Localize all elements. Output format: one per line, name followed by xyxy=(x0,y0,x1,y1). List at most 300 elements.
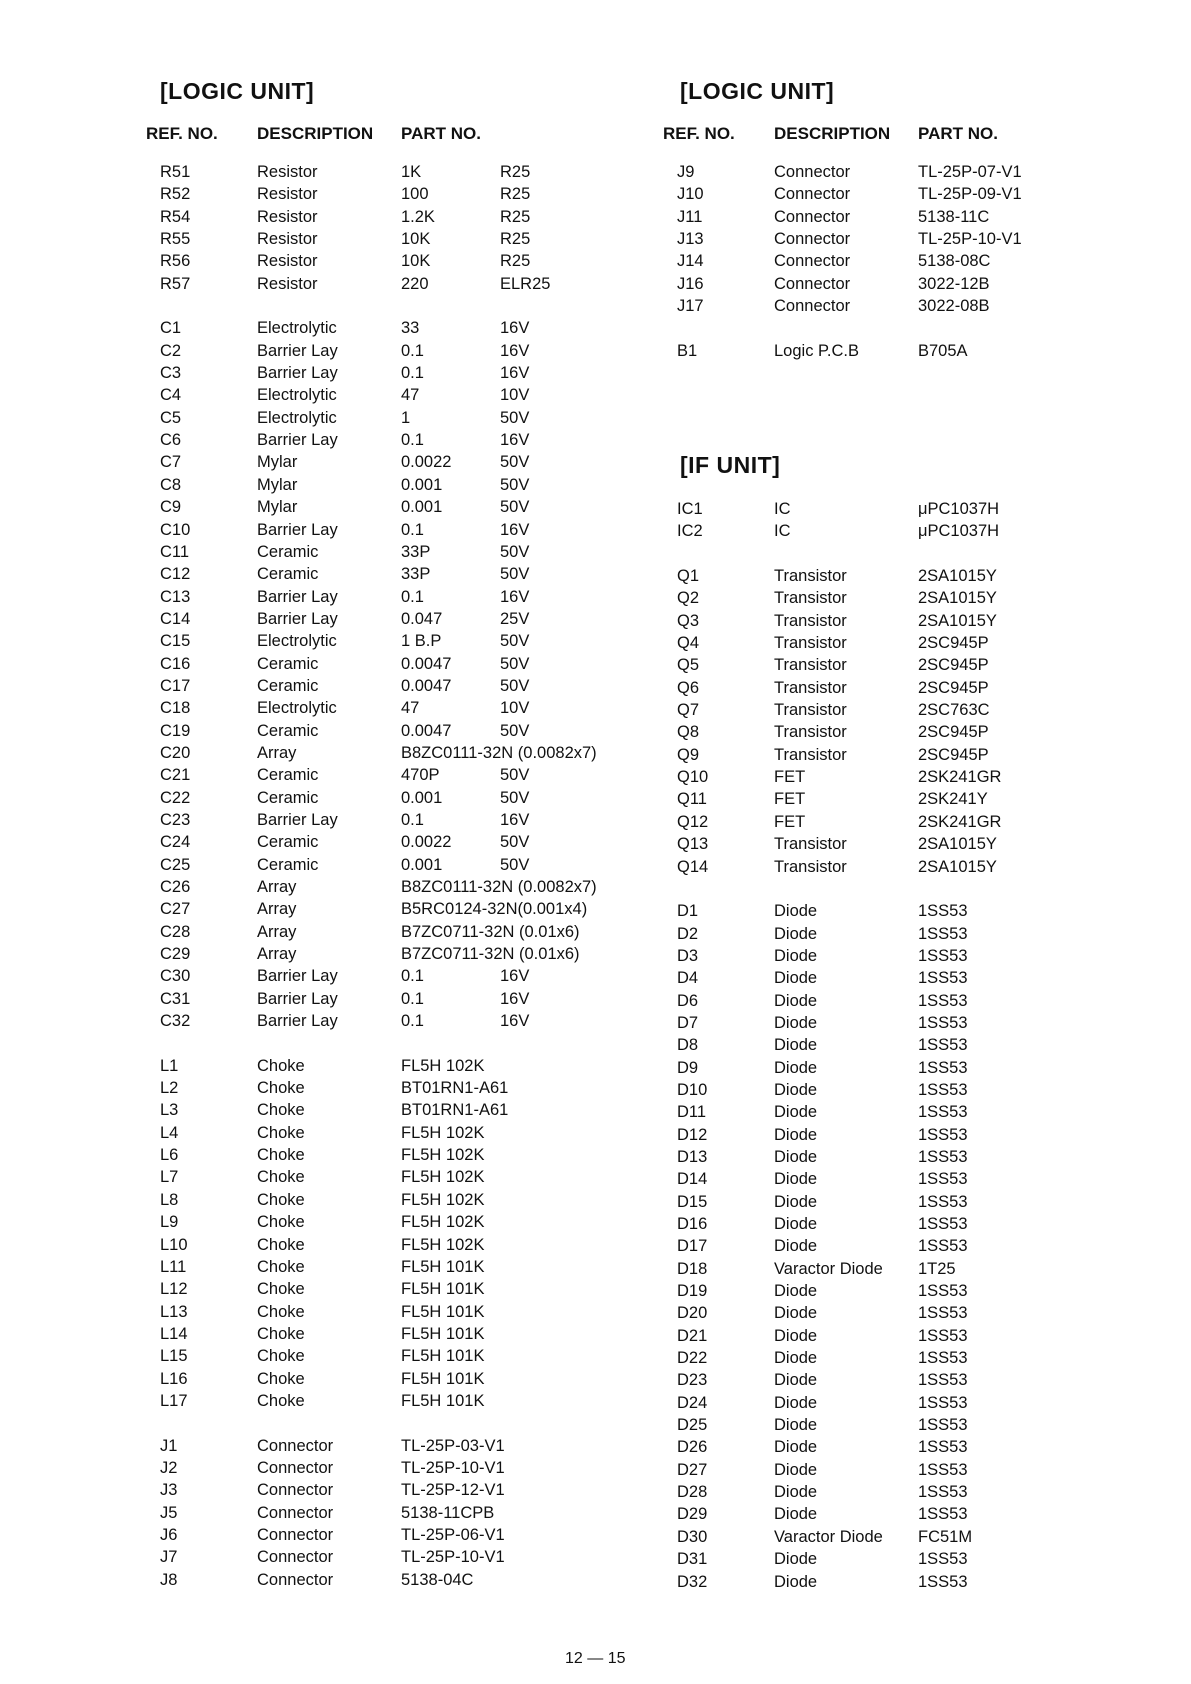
rating: R25 xyxy=(500,230,531,249)
part-row xyxy=(0,565,1191,587)
part-row xyxy=(0,273,1191,295)
ref-no: D4 xyxy=(677,969,699,988)
part-no: 0.1 xyxy=(401,364,424,383)
ref-no: R56 xyxy=(160,252,191,271)
ref-no: L17 xyxy=(160,1391,188,1410)
part-no: 5138-11C xyxy=(918,207,990,226)
description: Barrier Lay xyxy=(257,364,338,383)
part-row xyxy=(0,407,620,429)
part-row xyxy=(0,1146,1191,1168)
rating: 10V xyxy=(500,699,530,718)
ref-no: J3 xyxy=(160,1481,178,1500)
part-no: BT01RN1-A61 xyxy=(401,1079,509,1098)
part-no: 0.1 xyxy=(401,967,424,986)
ref-no: D20 xyxy=(677,1304,708,1323)
rating: 50V xyxy=(500,498,530,517)
description: Barrier Lay xyxy=(257,431,338,450)
part-row xyxy=(0,945,1191,967)
part-row xyxy=(0,654,1191,676)
ref-no: Q2 xyxy=(677,589,700,608)
logic-unit-title-left: [LOGIC UNIT] xyxy=(160,78,315,104)
description: Choke xyxy=(257,1123,305,1142)
part-no: 2SC763C xyxy=(918,701,990,720)
parts-list-if-unit xyxy=(0,498,1191,1593)
ref-no: IC1 xyxy=(677,500,703,518)
description: Ceramic xyxy=(257,721,319,740)
part-row xyxy=(0,788,1191,810)
part-row xyxy=(0,900,1191,922)
part-row xyxy=(0,474,620,496)
part-no: 2SK241GR xyxy=(918,812,1002,831)
part-no: 47 xyxy=(401,386,420,405)
ref-no: D8 xyxy=(677,1036,699,1055)
ref-no: Q6 xyxy=(677,678,700,697)
part-no: 220 xyxy=(401,274,429,293)
ref-no: D22 xyxy=(677,1349,708,1368)
part-no: 1SS53 xyxy=(918,1125,968,1144)
part-row xyxy=(0,1459,1191,1481)
part-no: 0.047 xyxy=(401,609,443,628)
part-row xyxy=(0,1369,1191,1391)
part-no: 1SS53 xyxy=(918,1371,968,1390)
description: Diode xyxy=(774,946,818,965)
description: Diode xyxy=(774,1036,818,1055)
description: Diode xyxy=(774,1304,818,1323)
ref-no: L6 xyxy=(160,1146,179,1165)
description: Diode xyxy=(774,1349,818,1368)
description: Diode xyxy=(774,1147,818,1166)
part-no: 1SS53 xyxy=(918,1393,968,1412)
part-row xyxy=(0,1034,1191,1056)
part-no: 1SS53 xyxy=(918,1080,968,1099)
description: Barrier Lay xyxy=(257,587,338,606)
part-row xyxy=(0,677,1191,699)
description: Connector xyxy=(774,274,851,293)
part-no: B8ZC0111-32N (0.0082x7) xyxy=(401,743,597,762)
part-no: B5RC0124-32N(0.001x4) xyxy=(401,900,588,919)
description: Diode xyxy=(774,1438,818,1457)
description: Connector xyxy=(257,1436,334,1455)
description: Logic P.C.B xyxy=(774,341,859,360)
ref-no: C16 xyxy=(160,654,191,673)
part-row xyxy=(0,811,1191,833)
description: IC xyxy=(774,522,791,541)
if-unit-title: [IF UNIT] xyxy=(680,452,781,478)
description: Resistor xyxy=(257,185,318,204)
part-no: 0.1 xyxy=(401,989,424,1008)
header-description-left: DESCRIPTION xyxy=(257,124,374,143)
description: Transistor xyxy=(774,611,847,630)
part-no: 1SS53 xyxy=(918,1282,968,1301)
description: Diode xyxy=(774,1125,818,1144)
description: Transistor xyxy=(774,723,847,742)
ref-no: J17 xyxy=(677,297,704,316)
description: Choke xyxy=(257,1213,305,1232)
part-row xyxy=(0,1101,1191,1123)
part-no: 1SS53 xyxy=(918,946,968,965)
part-no: FC51M xyxy=(918,1527,973,1546)
part-no: TL-25P-09-V1 xyxy=(918,185,1022,204)
ref-no: D26 xyxy=(677,1438,708,1457)
ref-no: J14 xyxy=(677,252,704,271)
ref-no: Q8 xyxy=(677,723,700,742)
description: Ceramic xyxy=(257,833,319,852)
part-no: 5138-04C xyxy=(401,1570,474,1589)
ref-no: J2 xyxy=(160,1458,178,1477)
description: Diode xyxy=(774,1282,818,1301)
part-row xyxy=(0,384,620,406)
rating: R25 xyxy=(500,252,531,271)
ref-no: D9 xyxy=(677,1058,699,1077)
part-no: BT01RN1-A61 xyxy=(401,1101,509,1120)
rating: 25V xyxy=(500,609,530,628)
description: Choke xyxy=(257,1391,305,1410)
part-row xyxy=(0,587,1191,609)
ref-no: Q14 xyxy=(677,857,709,876)
ref-no: L10 xyxy=(160,1235,188,1254)
rating: 50V xyxy=(500,766,530,785)
ref-no: L2 xyxy=(160,1079,179,1098)
ref-no: L16 xyxy=(160,1369,188,1388)
part-no: 3022-12B xyxy=(918,274,990,293)
rating: 16V xyxy=(500,587,530,606)
part-no: 2SK241Y xyxy=(918,790,988,809)
part-no: 2SA1015Y xyxy=(918,611,997,630)
part-no: 10K xyxy=(401,252,431,271)
rating: 50V xyxy=(500,632,530,651)
ref-no: C2 xyxy=(160,341,182,360)
ref-no: C14 xyxy=(160,609,191,628)
description: Connector xyxy=(257,1481,334,1500)
part-no: 0.0047 xyxy=(401,654,452,673)
part-no: FL5H 101K xyxy=(401,1324,485,1343)
part-no: 2SC945P xyxy=(918,678,989,697)
description: Varactor Diode xyxy=(774,1527,883,1546)
description: Transistor xyxy=(774,678,847,697)
description: FET xyxy=(774,768,806,787)
part-no: FL5H 101K xyxy=(401,1302,485,1321)
rating: R25 xyxy=(500,163,531,181)
rating: 16V xyxy=(500,341,530,360)
part-row xyxy=(0,1392,1191,1414)
ref-no: D1 xyxy=(677,902,699,921)
header-part-no-right: PART NO. xyxy=(918,124,998,143)
description: Transistor xyxy=(774,745,847,764)
part-no: FL5H 101K xyxy=(401,1391,485,1410)
part-no: 1SS53 xyxy=(918,1215,968,1233)
description: Electrolytic xyxy=(257,319,337,338)
ref-no: C21 xyxy=(160,766,191,785)
description: Diode xyxy=(774,1058,818,1077)
ref-no: D32 xyxy=(677,1572,708,1591)
part-no: 2SC945P xyxy=(918,723,989,742)
part-no: FL5H 102K xyxy=(401,1235,485,1254)
part-no: 0.0022 xyxy=(401,833,452,852)
rating: 50V xyxy=(500,788,530,807)
description: Choke xyxy=(257,1369,305,1388)
description: Transistor xyxy=(774,589,847,608)
part-row xyxy=(0,766,1191,788)
ref-no: C3 xyxy=(160,364,182,383)
part-no: 33P xyxy=(401,565,431,584)
description: Connector xyxy=(257,1458,334,1477)
part-no: 1SS53 xyxy=(918,1192,968,1211)
ref-no: D24 xyxy=(677,1393,708,1412)
description: Barrier Lay xyxy=(257,609,338,628)
part-no: 1SS53 xyxy=(918,924,968,943)
ref-no: C19 xyxy=(160,721,191,740)
part-no: 33P xyxy=(401,542,431,561)
ref-no: R57 xyxy=(160,274,191,293)
description: Choke xyxy=(257,1101,305,1120)
part-row xyxy=(0,1503,1191,1525)
part-no: 0.001 xyxy=(401,788,443,807)
part-no: 1SS53 xyxy=(918,1550,968,1569)
part-row xyxy=(0,1302,1191,1324)
ref-no: C6 xyxy=(160,431,182,450)
part-no: B8ZC0111-32N (0.0082x7) xyxy=(401,878,597,896)
description: Varactor Diode xyxy=(774,1259,883,1278)
ref-no: D30 xyxy=(677,1527,708,1546)
description: Choke xyxy=(257,1079,305,1098)
ref-no: R54 xyxy=(160,207,191,226)
rating: 50V xyxy=(500,676,530,695)
part-no: 1 xyxy=(401,408,411,427)
ref-no: IC2 xyxy=(677,522,703,541)
description: Array xyxy=(257,945,297,964)
part-no: FL5H 102K xyxy=(401,1190,485,1209)
part-no: 0.001 xyxy=(401,498,443,517)
part-no: FL5H 102K xyxy=(401,1213,485,1232)
description: Diode xyxy=(774,1483,818,1502)
part-no: 2SC945P xyxy=(918,656,989,675)
ref-no: D6 xyxy=(677,991,699,1010)
part-row xyxy=(0,1191,1191,1213)
description: Diode xyxy=(774,1215,818,1233)
description: Connector xyxy=(774,207,851,226)
section-gap xyxy=(0,317,1191,339)
description: Ceramic xyxy=(257,855,319,874)
part-no: 0.0022 xyxy=(401,453,452,472)
description: Transistor xyxy=(774,656,847,675)
ref-no: J1 xyxy=(160,1436,178,1455)
rating: R25 xyxy=(500,207,531,226)
ref-no: D7 xyxy=(677,1013,699,1032)
description: Connector xyxy=(774,252,851,271)
description: Choke xyxy=(257,1168,305,1187)
ref-no: B1 xyxy=(677,341,698,360)
ref-no: L9 xyxy=(160,1213,179,1232)
part-row xyxy=(0,1258,1191,1280)
ref-no: L7 xyxy=(160,1168,179,1187)
ref-no: L11 xyxy=(160,1257,187,1276)
ref-no: D10 xyxy=(677,1080,708,1099)
description: Diode xyxy=(774,1371,818,1390)
description: Diode xyxy=(774,1192,818,1211)
part-no: 1SS53 xyxy=(918,991,968,1010)
part-row xyxy=(0,1526,1191,1548)
ref-no: C30 xyxy=(160,967,191,986)
ref-no: C18 xyxy=(160,699,191,718)
description: Choke xyxy=(257,1190,305,1209)
part-no: 0.001 xyxy=(401,855,443,874)
ref-no: L15 xyxy=(160,1347,188,1366)
ref-no: R51 xyxy=(160,163,191,181)
part-row xyxy=(0,1280,1191,1302)
part-no: TL-25P-10-V1 xyxy=(918,230,1022,249)
part-row xyxy=(0,923,1191,945)
ref-no: J13 xyxy=(677,230,704,249)
part-no: 2SA1015Y xyxy=(918,835,997,854)
description: Choke xyxy=(257,1146,305,1165)
description: Choke xyxy=(257,1347,305,1366)
part-row xyxy=(0,451,620,473)
description: Choke xyxy=(257,1302,305,1321)
ref-no: Q3 xyxy=(677,611,700,630)
rating: 50V xyxy=(500,654,530,673)
rating: 50V xyxy=(500,565,530,584)
part-row xyxy=(0,1347,1191,1369)
ref-no: J10 xyxy=(677,185,704,204)
logic-unit-title-right: [LOGIC UNIT] xyxy=(680,78,835,104)
part-no: 0.1 xyxy=(401,810,424,829)
description: Resistor xyxy=(257,163,318,181)
description: Ceramic xyxy=(257,565,319,584)
ref-no: D23 xyxy=(677,1371,708,1390)
part-row xyxy=(0,1079,1191,1101)
part-row xyxy=(0,498,1191,520)
description: Array xyxy=(257,878,297,896)
part-no: 1SS53 xyxy=(918,1147,968,1166)
description: Barrier Lay xyxy=(257,341,338,360)
description: Transistor xyxy=(774,567,847,586)
part-row xyxy=(0,610,1191,632)
part-row xyxy=(0,967,1191,989)
description: Connector xyxy=(257,1570,334,1589)
description: Choke xyxy=(257,1324,305,1343)
header-ref-no-left: REF. NO. xyxy=(146,124,218,143)
ref-no: C11 xyxy=(160,542,190,561)
description: Diode xyxy=(774,902,818,921)
ref-no: C13 xyxy=(160,587,191,606)
ref-no: C29 xyxy=(160,945,191,964)
description: Resistor xyxy=(257,252,318,271)
description: Diode xyxy=(774,1170,818,1189)
part-no: TL-25P-10-V1 xyxy=(401,1458,505,1477)
ref-no: Q1 xyxy=(677,567,700,586)
ref-no: D19 xyxy=(677,1282,708,1301)
part-no: 10K xyxy=(401,230,431,249)
description: Barrier Lay xyxy=(257,520,338,539)
part-no: 470P xyxy=(401,766,440,785)
ref-no: J7 xyxy=(160,1548,178,1567)
section-gap xyxy=(0,878,1191,900)
rating: 50V xyxy=(500,833,530,852)
header-description-right: DESCRIPTION xyxy=(774,124,891,143)
part-no: TL-25P-03-V1 xyxy=(401,1436,505,1455)
ref-no: Q11 xyxy=(677,790,707,809)
ref-no: Q12 xyxy=(677,812,709,831)
ref-no: D28 xyxy=(677,1483,708,1502)
ref-no: C10 xyxy=(160,520,191,539)
description: Diode xyxy=(774,1505,818,1524)
part-no: 0.0047 xyxy=(401,721,452,740)
part-no: B7ZC0711-32N (0.01x6) xyxy=(401,922,580,941)
rating: 16V xyxy=(500,967,530,986)
ref-no: D18 xyxy=(677,1259,708,1278)
part-no: FL5H 101K xyxy=(401,1257,485,1276)
ref-no: C20 xyxy=(160,743,191,762)
part-no: FL5H 102K xyxy=(401,1123,485,1142)
part-no: 1SS53 xyxy=(918,1438,968,1457)
ref-no: J9 xyxy=(677,163,695,181)
ref-no: C27 xyxy=(160,900,191,919)
ref-no: D31 xyxy=(677,1550,708,1569)
description: Resistor xyxy=(257,274,318,293)
part-row xyxy=(0,856,1191,878)
rating: 50V xyxy=(500,855,530,874)
description: Choke xyxy=(257,1257,305,1276)
description: Diode xyxy=(774,1416,818,1435)
rating: 16V xyxy=(500,520,530,539)
ref-no: Q9 xyxy=(677,745,700,764)
part-row xyxy=(0,228,1191,250)
ref-no: C24 xyxy=(160,833,191,852)
part-row xyxy=(0,206,1191,228)
description: Ceramic xyxy=(257,654,319,673)
part-row xyxy=(0,721,1191,743)
description: FET xyxy=(774,812,806,831)
part-row xyxy=(0,699,1191,721)
part-no: 0.0047 xyxy=(401,676,452,695)
ref-no: C23 xyxy=(160,810,191,829)
ref-no: D2 xyxy=(677,924,699,943)
ref-no: C5 xyxy=(160,408,182,427)
rating: 50V xyxy=(500,453,530,472)
ref-no: D27 xyxy=(677,1460,708,1479)
part-no: 2SC945P xyxy=(918,634,989,653)
ref-no: D29 xyxy=(677,1505,708,1524)
ref-no: C7 xyxy=(160,453,182,472)
description: Electrolytic xyxy=(257,632,337,651)
description: Mylar xyxy=(257,475,298,494)
description: Transistor xyxy=(774,701,847,720)
part-row xyxy=(0,1057,1191,1079)
part-no: 1SS53 xyxy=(918,1103,968,1122)
part-no: 2SA1015Y xyxy=(918,567,997,586)
part-no: 2SC945P xyxy=(918,745,989,764)
part-row xyxy=(0,1235,1191,1257)
part-row xyxy=(0,340,1191,362)
part-no: FL5H 102K xyxy=(401,1168,485,1187)
description: Transistor xyxy=(774,634,847,653)
part-no: μPC1037H xyxy=(918,500,1000,518)
rating: 16V xyxy=(500,810,530,829)
description: Mylar xyxy=(257,453,298,472)
description: FET xyxy=(774,790,806,809)
ref-no: J16 xyxy=(677,274,704,293)
part-no: 2SA1015Y xyxy=(918,857,997,876)
page-number: 12 — 15 xyxy=(565,1650,626,1667)
rating: 10V xyxy=(500,386,530,405)
ref-no: Q10 xyxy=(677,768,709,787)
part-row xyxy=(0,1012,1191,1034)
part-no: B705A xyxy=(918,341,968,360)
ref-no: D3 xyxy=(677,946,699,965)
description: Array xyxy=(257,900,297,919)
part-no: 1T25 xyxy=(918,1259,956,1278)
part-row xyxy=(0,250,1191,272)
